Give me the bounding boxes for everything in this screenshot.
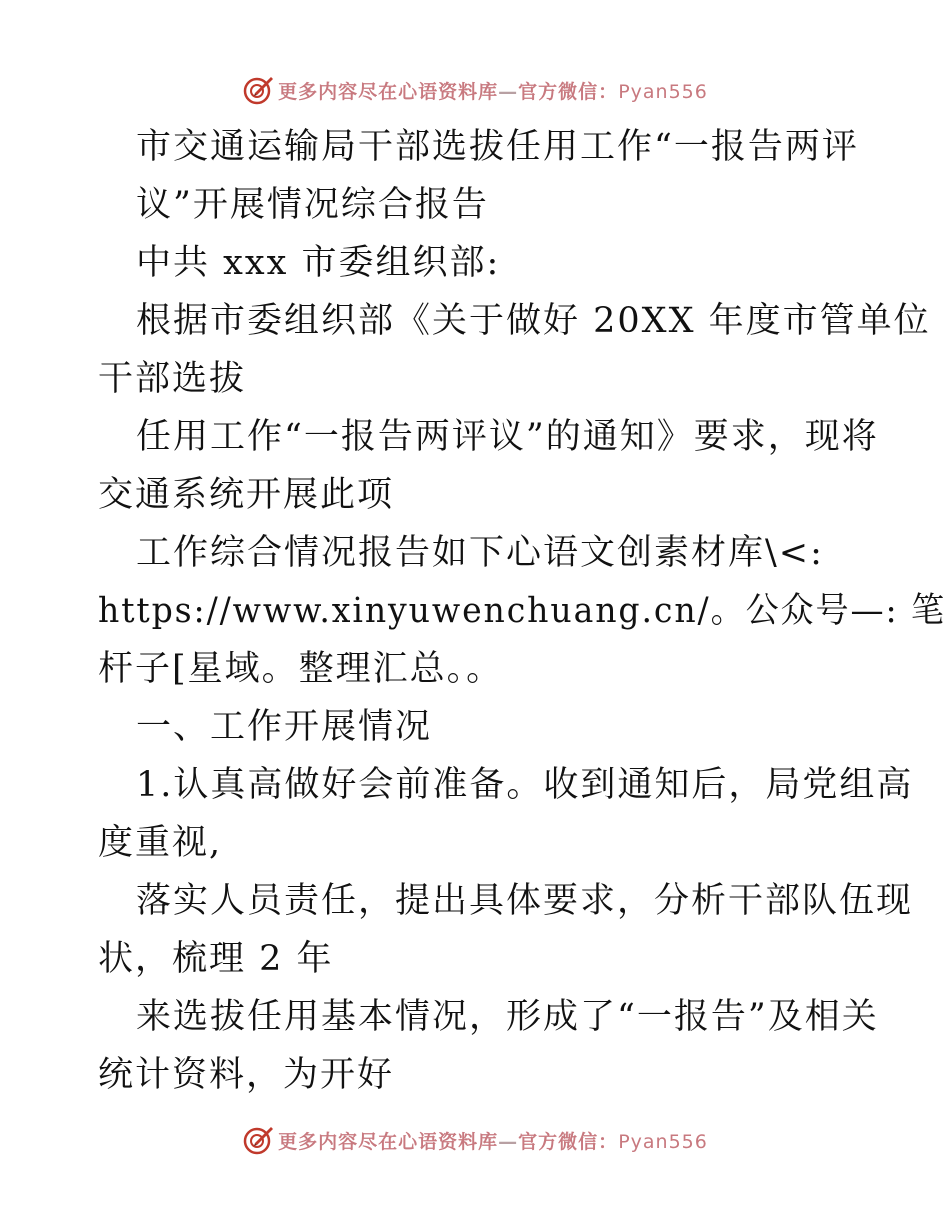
doc-line: 落实人员责任，提出具体要求，分析干部队伍现 <box>136 881 914 921</box>
logo-icon <box>242 1124 274 1156</box>
doc-line: 状，梳理 2 年 <box>98 939 334 979</box>
doc-line: 来选拔任用基本情况，形成了“一报告”及相关 <box>136 997 879 1037</box>
doc-line: 干部选拔 <box>98 359 247 399</box>
doc-line: 中共 xxx 市委组织部: <box>136 243 501 283</box>
banner-text: 更多内容尽在心语资料库—官方微信：Pyan556 <box>278 1130 708 1153</box>
doc-line: 1.认真高做好会前准备。收到通知后，局党组高 <box>136 765 914 805</box>
doc-line: 根据市委组织部《关于做好 20XX 年度市管单位 <box>136 301 931 341</box>
doc-line: 度重视, <box>98 823 223 863</box>
doc-line: 统计资料，为开好 <box>98 1055 395 1095</box>
doc-line: 杆子[星域。整理汇总。。 <box>98 649 504 689</box>
footer-banner <box>0 1120 950 1160</box>
doc-line: 任用工作“一报告两评议”的通知》要求，现将 <box>136 417 879 457</box>
doc-line: 议”开展情况综合报告 <box>136 185 489 225</box>
doc-line: https://www.xinyuwenchuang.cn/。公众号—: 笔 <box>98 591 946 631</box>
doc-line: 一、工作开展情况 <box>136 707 433 747</box>
doc-line: 工作综合情况报告如下心语文创素材库\<: <box>136 533 824 573</box>
doc-line: 交通系统开展此项 <box>98 475 395 515</box>
doc-line: 市交通运输局干部选拔任用工作“一报告两评 <box>136 127 859 167</box>
logo-icon <box>242 74 274 106</box>
banner-text: 更多内容尽在心语资料库—官方微信：Pyan556 <box>278 80 708 103</box>
header-banner <box>0 70 950 110</box>
